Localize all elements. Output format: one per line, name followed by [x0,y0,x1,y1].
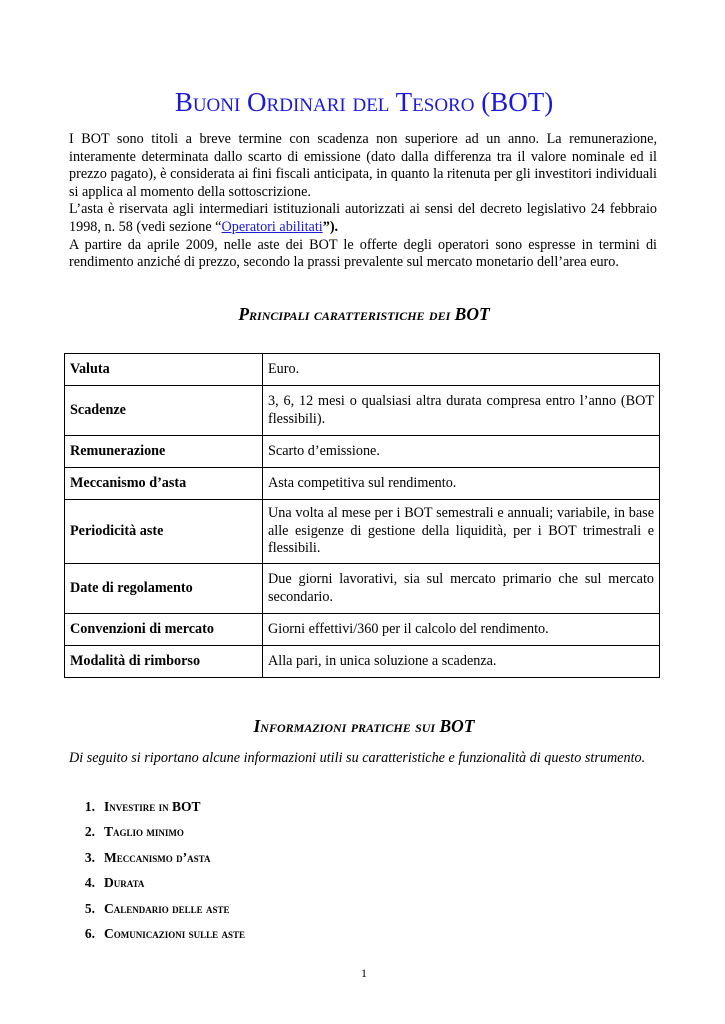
section-title-informazioni: Informazioni pratiche sui BOT [253,716,475,736]
spec-value: 3, 6, 12 mesi o qualsiasi altra durata compresa entro l’anno (BOT flessibili). [263,386,660,436]
page-number: 1 [361,966,367,980]
spec-value: Una volta al mese per i BOT semestrali e annuali; variabile, in base alle esigenze di gestione della liquidità, per i BOT trimestrali e flessibili. [263,500,660,564]
list-item-number: 2. [84,824,95,840]
specs-table [64,353,660,678]
list-item-number: 3. [84,849,95,865]
list-item-number: 5. [84,900,95,916]
list-item-number: 4. [84,875,95,891]
intro-p2-after: ”). [322,218,339,235]
intro-paragraph-1: I BOT sono titoli a breve termine con scadenza non superiore ad un anno. La remunerazione, interamente determinata dallo scarto di emissione (dato dalla differenza tra il valore nominale ed il prezzo pagato), è considerata ai fini fiscali anticipata, in quanto la ritenuta per gli investitori individuali si applica al momento della sottoscrizione. [69,131,657,200]
info-links-list [69,797,245,949]
spec-value: Alla pari, in unica soluzione a scadenza. [263,646,660,678]
list-item [69,848,245,873]
table-row [65,386,660,436]
intro-paragraph-2 [69,201,657,236]
info-link[interactable]: Comunicazioni sulle aste [104,925,246,941]
spec-key: Modalità di rimborso [65,646,263,678]
intro-paragraph-3: A partire da aprile 2009, nelle aste dei BOT le offerte degli operatori sono espresse in termini di rendimento anziché di prezzo, secondo la prassi prevalente sul mercato monetario dell’area euro. [69,236,657,271]
spec-key: Date di regolamento [65,564,263,614]
page-title: Buoni Ordinari del Tesoro (BOT) [174,87,554,117]
info-link[interactable]: Taglio minimo [104,824,184,840]
spec-key: Scadenze [65,386,263,436]
intro-text [69,131,657,272]
list-item [69,899,245,924]
spec-key: Convenzioni di mercato [65,614,263,646]
info-link[interactable]: Meccanismo d’asta [104,849,211,865]
table-row [65,564,660,614]
list-item [69,924,245,949]
info-intro-text: Di seguito si riportano alcune informazioni utili su caratteristiche e funzionalità di questo strumento. [69,750,646,766]
table-row [65,468,660,500]
table-row [65,500,660,564]
table-row [65,646,660,678]
spec-value: Scarto d’emissione. [263,436,660,468]
intro-p2-before: L’asta è riservata agli intermediari istituzionali autorizzati ai sensi del decreto legislativo 24 febbraio 1998, n. 58 (vedi sezione “ [69,201,657,235]
table-row [65,436,660,468]
spec-key: Valuta [65,354,263,386]
list-item [69,873,245,898]
spec-value: Asta competitiva sul rendimento. [263,468,660,500]
list-item [69,822,245,847]
table-row [65,354,660,386]
table-row [65,614,660,646]
spec-key: Meccanismo d’asta [65,468,263,500]
spec-key: Remunerazione [65,436,263,468]
list-item [69,797,245,822]
list-item-number: 6. [84,925,95,941]
info-link[interactable]: Durata [104,875,145,891]
info-link[interactable]: Investire in BOT [104,799,201,814]
spec-key: Periodicità aste [65,500,263,564]
spec-value: Euro. [263,354,660,386]
section-title-caratteristiche: Principali caratteristiche dei BOT [238,304,490,324]
info-link[interactable]: Calendario delle aste [104,900,230,916]
spec-value: Giorni effettivi/360 per il calcolo del rendimento. [263,614,660,646]
spec-value: Due giorni lavorativi, sia sul mercato primario che sul mercato secondario. [263,564,660,614]
list-item-number: 1. [84,799,95,814]
operatori-abilitati-link[interactable]: Operatori abilitati [221,218,323,235]
